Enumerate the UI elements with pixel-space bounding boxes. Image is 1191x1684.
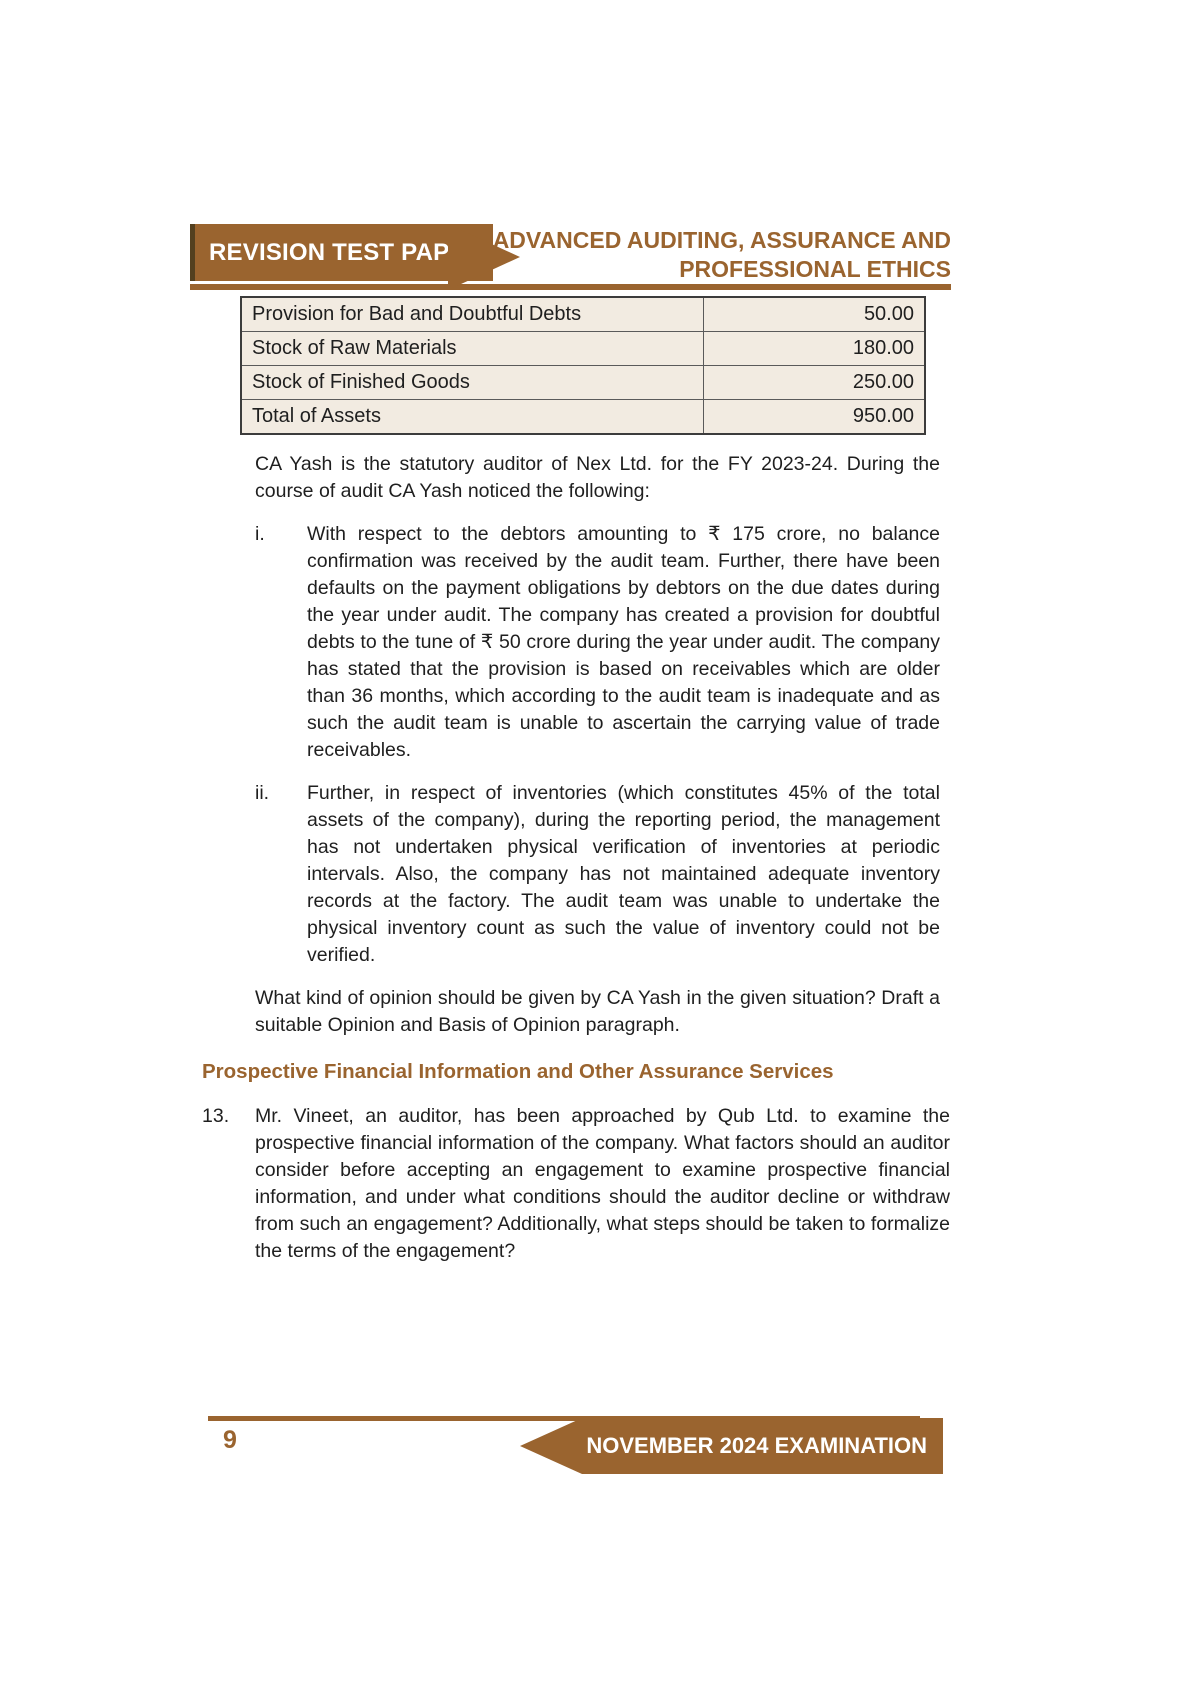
table-cell-value: 50.00 (704, 297, 926, 332)
table-row (241, 297, 925, 332)
question-paragraph: What kind of opinion should be given by CA Yash in the given situation? Draft a suitable Opinion and Basis of Opinion paragraph. (255, 987, 940, 1036)
page-footer (190, 1410, 951, 1480)
list-item (255, 521, 940, 764)
page-number: 9 (223, 1426, 237, 1454)
assets-table (240, 296, 926, 435)
page-content (190, 296, 950, 1265)
question-text: Mr. Vineet, an auditor, has been approached by Qub Ltd. to examine the prospective financial information of the company. What factors should an auditor consider before accepting an engagement to examine prospective financial information, and under what conditions should the auditor decline or withdraw from such an engagement? Additionally, what steps should be taken to formalize the terms of the engagement? (255, 1105, 950, 1262)
page-header (190, 224, 951, 290)
document-title-line2: PROFESSIONAL ETHICS (679, 256, 951, 282)
banner-arrow-left-icon (520, 1418, 582, 1474)
table-cell-label: Total of Assets (241, 400, 704, 435)
table-cell-value: 950.00 (704, 400, 926, 435)
document-title-line1: ADVANCED AUDITING, ASSURANCE AND (492, 227, 951, 253)
table-cell-label: Stock of Raw Materials (241, 332, 704, 366)
banner-label: REVISION TEST PAPER (209, 238, 484, 266)
list-item-text: Further, in respect of inventories (which constitutes 45% of the total assets of the company), during the reporting period, the management has not undertaken physical verification of inventories at periodic intervals. Also, the company has not maintained adequate inventory records at the factory. The audit team was unable to undertake the physical inventory count as such the value of inventory could not be verified. (307, 782, 940, 966)
table-cell-value: 250.00 (704, 366, 926, 400)
examination-banner-rect (582, 1418, 943, 1474)
examination-banner (520, 1418, 943, 1474)
section-heading: Prospective Financial Information and Other Assurance Services (202, 1060, 834, 1083)
table-cell-label: Provision for Bad and Doubtful Debts (241, 297, 704, 332)
question-13 (202, 1103, 950, 1265)
examination-banner-label: NOVEMBER 2024 EXAMINATION (586, 1433, 927, 1458)
table-cell-value: 180.00 (704, 332, 926, 366)
table-cell-label: Stock of Finished Goods (241, 366, 704, 400)
list-item-text: With respect to the debtors amounting to ₹ 175 crore, no balance confirmation was received by the audit team. Further, there have been defaults on the payment obligations by debtors on the due dates during the year under audit. The company has created a provision for doubtful debts to the tune of ₹ 50 crore during the year under audit. The company has stated that the provision is based on receivables which are older than 36 months, which according to the audit team is inadequate and as such the audit team is unable to ascertain the carrying value of trade receivables. (307, 523, 940, 761)
table-row (241, 366, 925, 400)
list-item-marker: ii. (255, 782, 270, 804)
list-item-marker: i. (255, 523, 265, 545)
header-divider (190, 284, 951, 290)
document-title (491, 226, 951, 284)
question-number: 13. (202, 1105, 230, 1127)
table-row (241, 400, 925, 435)
list-item (255, 780, 940, 969)
intro-paragraph: CA Yash is the statutory auditor of Nex Ltd. for the FY 2023-24. During the course of audit CA Yash noticed the following: (255, 453, 940, 502)
table-row (241, 332, 925, 366)
